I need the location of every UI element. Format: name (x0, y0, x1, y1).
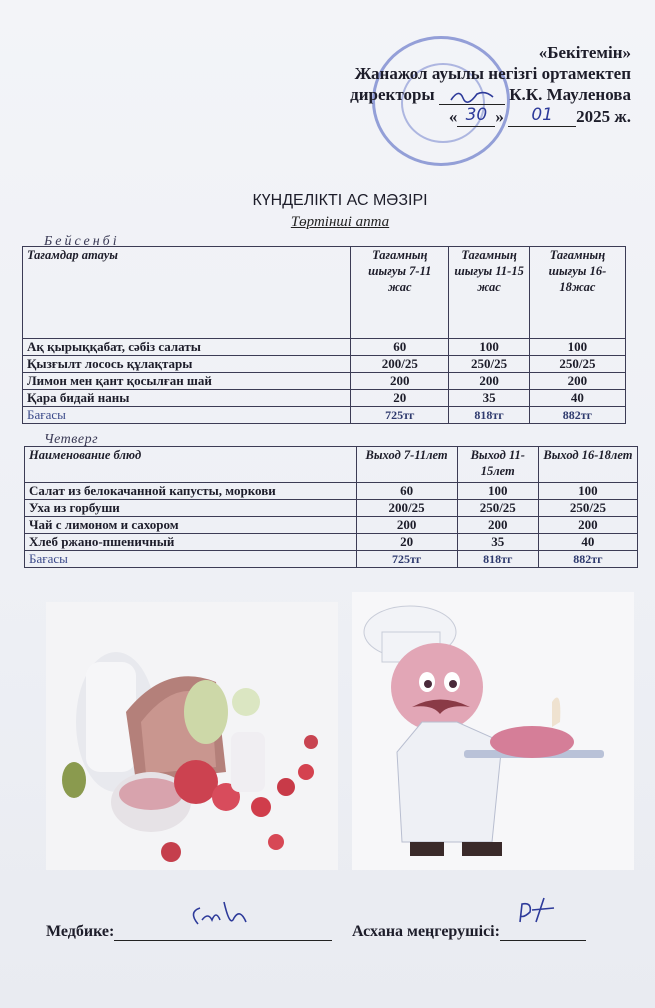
price-row (23, 407, 626, 424)
col-header: Тағамдар атауы (23, 247, 351, 339)
nurse-signature (184, 898, 304, 932)
portion: 100 (529, 339, 625, 356)
table-row (23, 390, 626, 407)
dish-name: Салат из белокачанной капусты, моркови (25, 483, 357, 500)
table-row (25, 534, 638, 551)
table-row (23, 373, 626, 390)
portion: 100 (457, 483, 538, 500)
portion: 200 (356, 517, 457, 534)
date-month: 01 (508, 105, 576, 127)
subtitle-text: Төртінші апта (290, 214, 390, 230)
portion: 100 (449, 339, 530, 356)
director-line (350, 84, 631, 105)
director-label: директоры (350, 85, 435, 104)
portion: 20 (351, 390, 449, 407)
nurse-label: Медбике: (46, 923, 115, 940)
table-row (23, 356, 626, 373)
dish-name: Лимон мен қант қосылған шай (23, 373, 351, 390)
col-header: Выход 7-11лет (356, 447, 457, 483)
dish-name: Чай с лимоном и сахором (25, 517, 357, 534)
page-subtitle (0, 214, 655, 231)
director-signature-line (439, 88, 505, 105)
portion: 20 (356, 534, 457, 551)
price-value: 818тг (457, 551, 538, 568)
portion: 250/25 (538, 500, 637, 517)
page-title: КҮНДЕЛІКТІ АС МӘЗІРІ (252, 192, 428, 209)
nurse-signature-row (46, 920, 332, 941)
director-name: К.К. Мауленова (509, 85, 631, 104)
portion: 200 (529, 373, 625, 390)
price-label: Бағасы (23, 407, 351, 424)
nurse-signature-line (114, 920, 332, 941)
kitchen-label: Асхана меңгерушісі: (352, 923, 500, 940)
chef-illustration (352, 592, 634, 870)
kitchen-signature-row (352, 920, 586, 941)
portion: 250/25 (449, 356, 530, 373)
col-header: Выход 16-18лет (538, 447, 637, 483)
col-header: Тағамның шығуы 11-15 жас (449, 247, 530, 339)
dish-name: Ақ қырыққабат, сәбіз салаты (23, 339, 351, 356)
day-label-kz: Бейсенбі (44, 234, 120, 249)
food-illustration (46, 602, 338, 870)
portion: 250/25 (529, 356, 625, 373)
day-label-ru: Четверг (44, 432, 99, 447)
portion: 200 (538, 517, 637, 534)
date-day: 30 (457, 105, 495, 127)
price-value: 818тг (449, 407, 530, 424)
portion: 100 (538, 483, 637, 500)
dish-name: Қызғылт лосось құлақтары (23, 356, 351, 373)
menu-table-kz (22, 246, 626, 424)
price-value: 725тг (351, 407, 449, 424)
dish-name: Хлеб ржано-пшеничный (25, 534, 357, 551)
price-value: 882тг (529, 407, 625, 424)
portion: 200 (457, 517, 538, 534)
date-year: 2025 ж. (576, 107, 631, 126)
approval-title: «Бекітемін» (538, 43, 631, 62)
portion: 250/25 (457, 500, 538, 517)
menu-table-ru (24, 446, 638, 568)
table-row (23, 339, 626, 356)
table-header-row (25, 447, 638, 483)
approval-date (350, 105, 631, 127)
portion: 200/25 (351, 356, 449, 373)
price-label: Бағасы (25, 551, 357, 568)
approval-block (350, 42, 631, 127)
col-header: Тағамның шығуы 7-11 жас (351, 247, 449, 339)
portion: 40 (538, 534, 637, 551)
table-row (25, 500, 638, 517)
date-quote-close: » (495, 107, 504, 126)
portion: 40 (529, 390, 625, 407)
kitchen-signature-line (500, 920, 586, 941)
portion: 200 (351, 373, 449, 390)
school-name: Жанажол ауылы негізгі ортамектеп (354, 64, 631, 83)
table-row (25, 483, 638, 500)
table-row (25, 517, 638, 534)
dish-name: Уха из горбуши (25, 500, 357, 517)
portion: 35 (457, 534, 538, 551)
portion: 200/25 (356, 500, 457, 517)
dish-name: Қара бидай наны (23, 390, 351, 407)
portion: 60 (351, 339, 449, 356)
director-signature (445, 88, 505, 104)
price-value: 882тг (538, 551, 637, 568)
portion: 200 (449, 373, 530, 390)
portion: 60 (356, 483, 457, 500)
col-header: Наименование блюд (25, 447, 357, 483)
price-value: 725тг (356, 551, 457, 568)
col-header: Выход 11-15лет (457, 447, 538, 483)
date-quote-open: « (448, 107, 458, 126)
portion: 35 (449, 390, 530, 407)
table-header-row (23, 247, 626, 339)
price-row (25, 551, 638, 568)
kitchen-signature (514, 896, 574, 930)
col-header: Тағамның шығуы 16-18жас (529, 247, 625, 339)
